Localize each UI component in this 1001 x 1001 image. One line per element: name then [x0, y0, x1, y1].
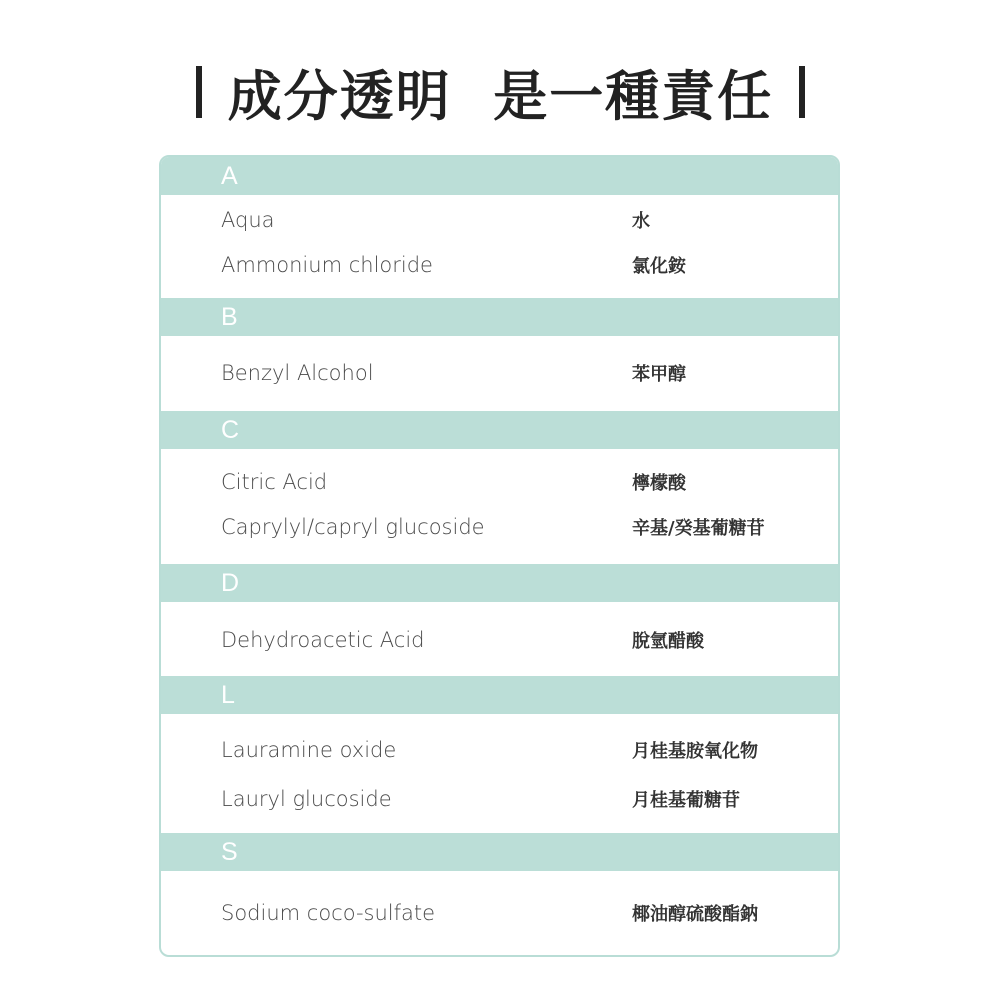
ingredient-name-en: Sodium coco-sulfate: [221, 901, 436, 925]
ingredient-name-en: Ammonium chloride: [221, 253, 433, 277]
ingredient-name-zh: 辛基/癸基葡糖苷: [632, 518, 765, 539]
section-header-b: [161, 298, 838, 336]
ingredient-row: [161, 462, 838, 502]
ingredient-row: [161, 353, 838, 393]
ingredient-row: [161, 893, 838, 933]
ingredient-row: [161, 507, 838, 547]
section-letter: S: [221, 837, 238, 866]
ingredient-name-en: Benzyl Alcohol: [221, 361, 374, 385]
ingredient-name-en: Caprylyl/capryl glucoside: [221, 515, 485, 539]
ingredient-name-en: Citric Acid: [221, 470, 328, 494]
ingredient-row: [161, 620, 838, 660]
ingredient-name-en: Aqua: [221, 208, 275, 232]
ingredient-name-en: Dehydroacetic Acid: [221, 628, 425, 652]
ingredient-row: [161, 200, 838, 240]
page-title: [0, 56, 1001, 128]
ingredient-name-zh: 苯甲醇: [632, 364, 686, 385]
ingredient-name-en: Lauryl glucoside: [221, 787, 392, 811]
section-letter: L: [221, 680, 235, 709]
ingredient-name-zh: 水: [632, 211, 650, 232]
ingredient-name-zh: 椰油醇硫酸酯鈉: [632, 904, 758, 925]
section-header-a: [161, 157, 838, 195]
section-header-l: [161, 676, 838, 714]
section-letter: C: [221, 415, 240, 444]
ingredient-name-en: Lauramine oxide: [221, 738, 397, 762]
title-left-bar: [196, 66, 202, 118]
title-right-bar: [799, 66, 805, 118]
section-header-s: [161, 833, 838, 871]
ingredient-row: [161, 779, 838, 819]
section-header-c: [161, 411, 838, 449]
section-letter: D: [221, 568, 240, 597]
title-text: 成分透明 是一種責任: [227, 64, 774, 128]
section-letter: A: [221, 161, 238, 190]
ingredient-name-zh: 氯化銨: [632, 256, 686, 277]
section-header-d: [161, 564, 838, 602]
ingredient-row: [161, 730, 838, 770]
ingredients-card: [159, 155, 840, 957]
ingredient-name-zh: 檸檬酸: [632, 473, 686, 494]
section-letter: B: [221, 302, 238, 331]
ingredient-name-zh: 脫氫醋酸: [632, 631, 704, 652]
ingredient-name-zh: 月桂基胺氧化物: [632, 741, 758, 762]
ingredient-row: [161, 245, 838, 285]
ingredient-name-zh: 月桂基葡糖苷: [632, 790, 740, 811]
